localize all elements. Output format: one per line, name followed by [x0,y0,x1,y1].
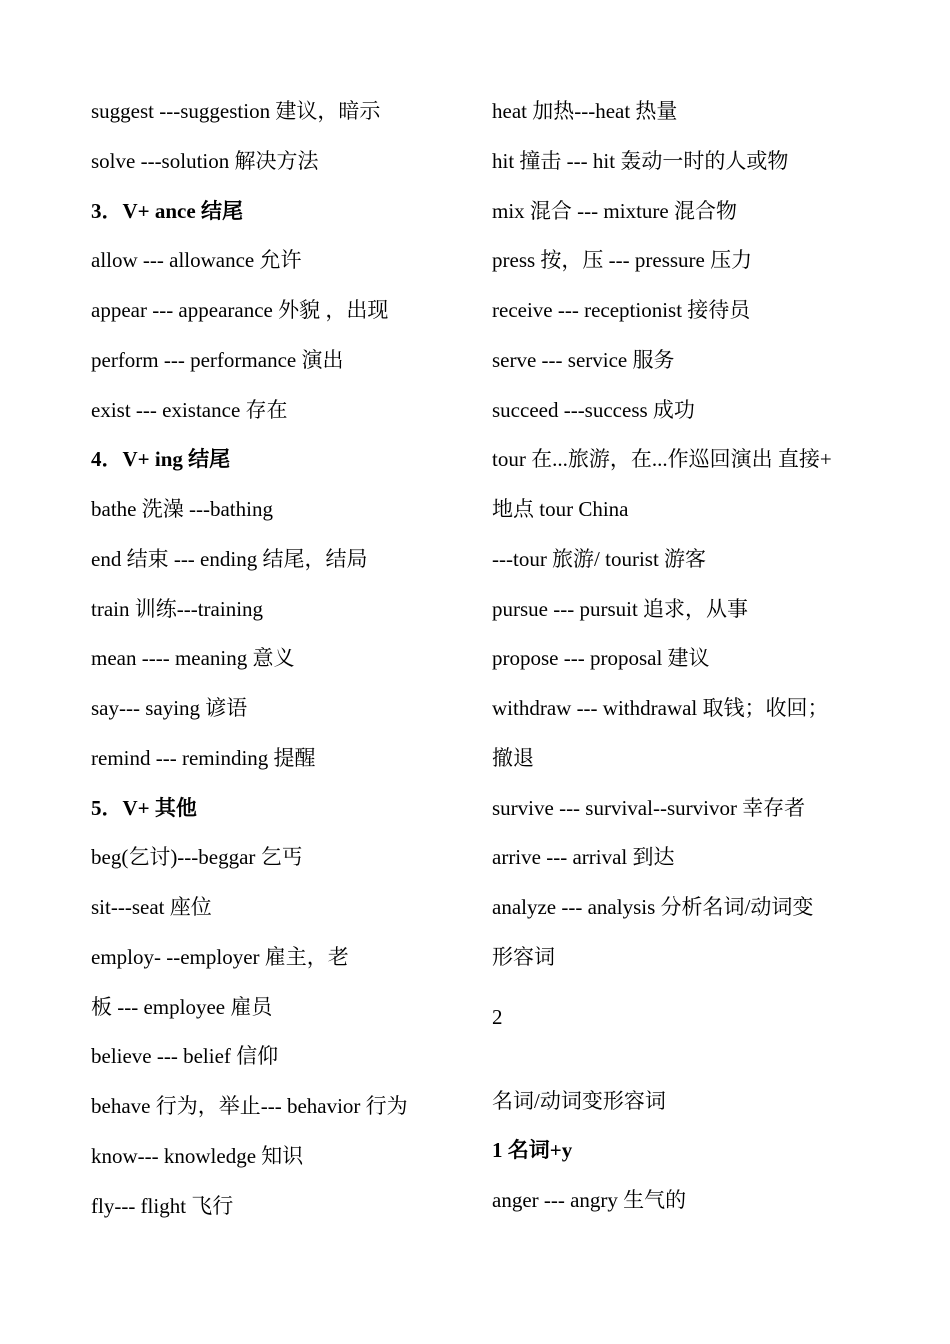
vocab-line: hit 撞击 --- hit 轰动一时的人或物 [492,148,789,173]
vocab-line: tour 在...旅游，在...作巡回演出 直接+ [492,447,832,472]
vocab-line: succeed ---success 成功 [492,397,695,422]
vocab-line: employ- --employer 雇主，老 [91,944,349,969]
vocab-line: beg(乞讨)---beggar 乞丐 [91,845,303,870]
vocab-line: ---tour 旅游/ tourist 游客 [492,546,707,571]
vocab-line: know--- knowledge 知识 [91,1143,304,1168]
vocab-line: say--- saying 谚语 [91,696,248,720]
vocab-line: survive --- survival--survivor 幸存者 [492,795,806,820]
vocab-line: end 结束 --- ending 结尾，结局 [91,546,368,571]
vocab-line: heat 加热---heat 热量 [492,99,678,123]
section-heading: 4．V+ ing 结尾 [91,447,231,472]
vocab-line: remind --- reminding 提醒 [91,745,316,770]
vocab-line: fly--- flight 飞行 [91,1193,234,1218]
vocab-line: sit---seat 座位 [91,895,212,919]
vocab-line: arrive --- arrival 到达 [492,845,675,870]
vocab-line: appear --- appearance 外貌 ，出现 [91,298,389,322]
section-heading: 3．V+ ance 结尾 [91,198,243,223]
vocab-line: believe --- belief 信仰 [91,1044,279,1069]
vocab-line: 地点 tour China [492,497,629,521]
page-number: 2 [492,1004,503,1029]
vocab-line: serve --- service 服务 [492,347,675,372]
vocab-line: exist --- existance 存在 [91,397,288,422]
vocab-line: withdraw --- withdrawal 取钱；收回； [492,696,829,720]
vocab-line: perform --- performance 演出 [91,347,344,372]
vocab-line: mean ---- meaning 意义 [91,646,295,671]
vocab-line: propose --- proposal 建议 [492,646,710,671]
section-heading: 1 名词+y [492,1138,573,1163]
vocab-line: bathe 洗澡 ---bathing [91,497,273,521]
vocab-line: press 按，压 --- pressure 压力 [492,248,753,273]
vocab-line: receive --- receptionist 接待员 [492,298,751,322]
right-column [492,88,892,1227]
vocab-line: anger --- angry 生气的 [492,1188,687,1212]
vocab-line: mix 混合 --- mixture 混合物 [492,198,737,223]
vocab-line: 板 --- employee 雇员 [91,994,273,1019]
vocab-line: behave 行为，举止--- behavior 行为 [91,1094,408,1118]
blank-spacer [492,1040,892,1078]
vocab-line: 形容词 [492,944,555,969]
vocab-line: solve ---solution 解决方法 [91,148,319,173]
vocab-line: pursue --- pursuit 追求，从事 [492,596,749,621]
vocab-line: train 训练---training [91,596,264,621]
section-heading: 5．V+ 其他 [91,795,197,820]
left-column [91,88,476,1232]
section-title: 名词/动词变形容词 [492,1088,666,1113]
vocab-line: suggest ---suggestion 建议，暗示 [91,99,381,123]
vocab-line: analyze --- analysis 分析名词/动词变 [492,895,814,919]
vocab-line: allow --- allowance 允许 [91,248,302,273]
vocab-line: 撤退 [492,745,534,770]
